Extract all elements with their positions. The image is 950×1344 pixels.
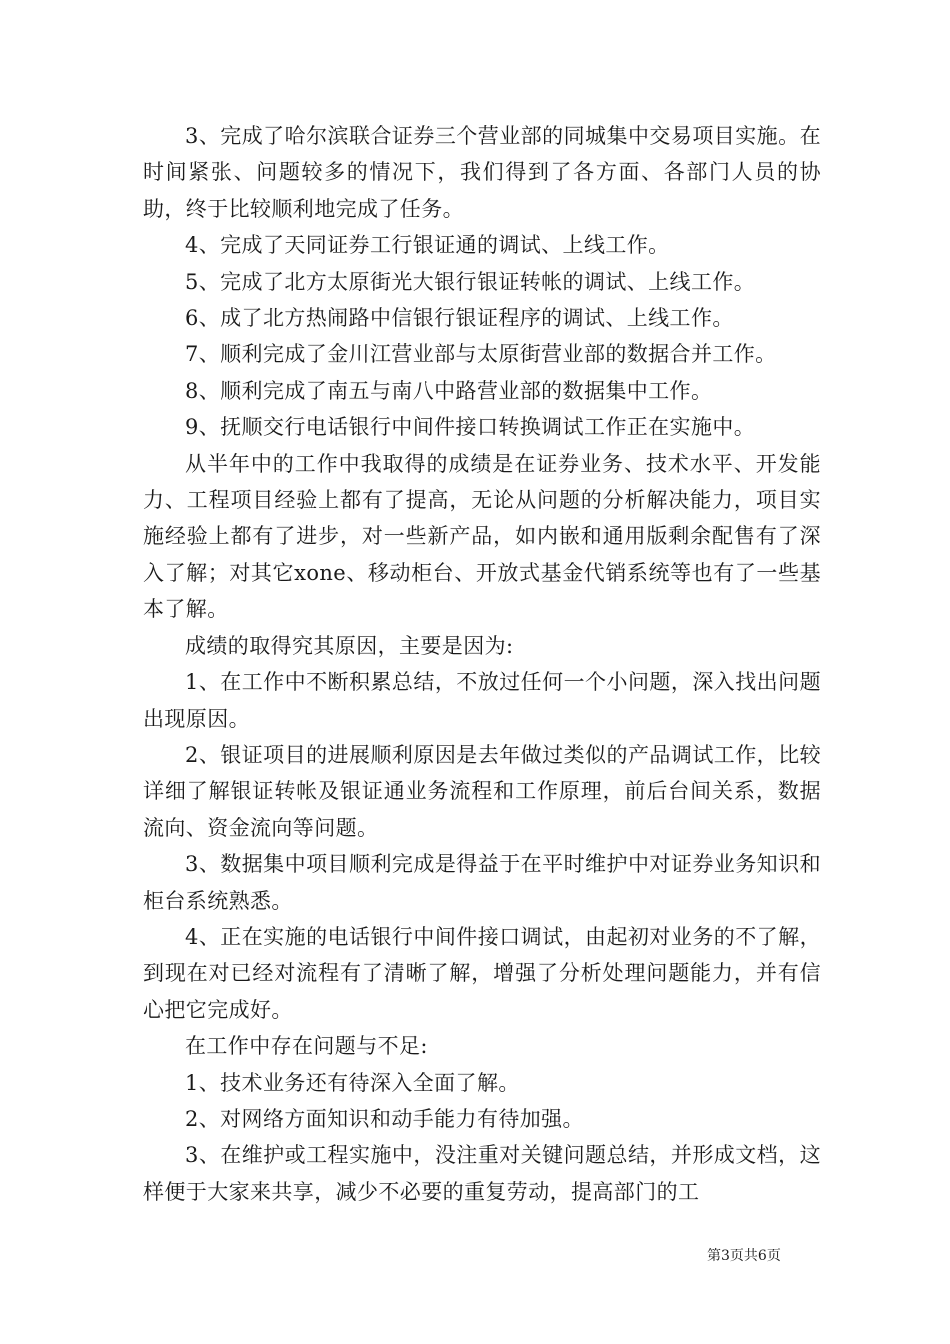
paragraph-7: 9、抚顺交行电话银行中间件接口转换调试工作正在实施中。: [185, 415, 756, 440]
paragraph-10: 1、在工作中不断积累总结，不放过任何一个小问题，深入找出问题出现原因。: [143, 670, 821, 731]
paragraph-9: 成绩的取得究其原因，主要是因为:: [185, 633, 514, 658]
paragraph-14: 在工作中存在问题与不足:: [185, 1034, 428, 1059]
paragraph-15: 1、技术业务还有待深入全面了解。: [185, 1070, 520, 1095]
paragraph-3: 5、完成了北方太原街光大银行银证转帐的调试、上线工作。: [185, 269, 756, 294]
paragraph-17: 3、在维护或工程实施中，没注重对关键问题总结，并形成文档，这样便于大家来共享，减少不必要的重复劳动，提高部门的工: [143, 1143, 821, 1204]
paragraph-12: 3、数据集中项目顺利完成是得益于在平时维护中对证券业务知识和柜台系统熟悉。: [143, 852, 821, 913]
paragraph-16: 2、对网络方面知识和动手能力有待加强。: [185, 1106, 584, 1131]
paragraph-11: 2、银证项目的进展顺利原因是去年做过类似的产品调试工作，比较详细了解银证转帐及银证通业务流程和工作原理，前后台间关系，数据流向、资金流向等问题。: [143, 742, 821, 840]
paragraph-13: 4、正在实施的电话银行中间件接口调试，由起初对业务的不了解，到现在对已经对流程有了清晰了解，增强了分析处理问题能力，并有信心把它完成好。: [143, 924, 821, 1022]
page-number: 第3页共6页: [707, 1248, 781, 1264]
paragraph-8: 从半年中的工作中我取得的成绩是在证券业务、技术水平、开发能力、工程项目经验上都有了提高，无论从问题的分析解决能力，项目实施经验上都有了进步，对一些新产品，如内嵌和通用版剩余配售有了深入了解；对其它xone、移动柜台、开放式基金代销系统等也有了一些基本了解。: [143, 451, 821, 622]
paragraph-4: 6、成了北方热闹路中信银行银证程序的调试、上线工作。: [185, 306, 734, 331]
paragraph-1: 3、完成了哈尔滨联合证券三个营业部的同城集中交易项目实施。在时间紧张、问题较多的情况下，我们得到了各方面、各部门人员的协助，终于比较顺利地完成了任务。: [143, 124, 821, 221]
paragraph-2: 4、完成了天同证券工行银证通的调试、上线工作。: [185, 233, 670, 258]
paragraph-5: 7、顺利完成了金川江营业部与太原街营业部的数据合并工作。: [185, 342, 777, 367]
document-body: [143, 118, 821, 1210]
paragraph-6: 8、顺利完成了南五与南八中路营业部的数据集中工作。: [185, 378, 713, 403]
